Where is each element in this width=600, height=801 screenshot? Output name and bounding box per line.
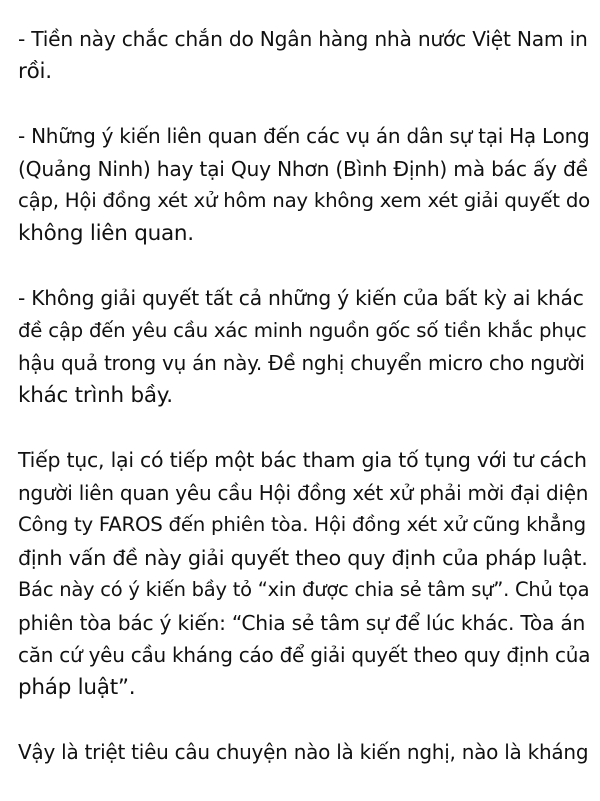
text-line: Vậy là triệt tiêu câu chuyện nào là kiến nghị, nào là kháng (18, 740, 589, 764)
text-line: pháp luật”. (18, 674, 136, 700)
text-line: người liên quan yêu cầu Hội đồng xét xử phải mời đại diện (18, 480, 589, 505)
text-line: cập, Hội đồng xét xử hôm nay không xem xét giải quyết do (18, 189, 590, 212)
post-text (18, 23, 590, 801)
text-line: - Những ý kiến liên quan đến các vụ án dân sự tại Hạ Long (18, 124, 590, 148)
text-line: định vấn đề này giải quyết theo quy định của pháp luật. (18, 545, 588, 570)
text-line: khác trình bầy. (18, 382, 173, 408)
text-line: - Không giải quyết tất cả những ý kiến của bất kỳ ai khác (18, 286, 584, 310)
text-line: căn cứ yêu cầu kháng cáo để giải quyết theo quy định của (18, 643, 591, 667)
text-line: hậu quả trong vụ án này. Đề nghị chuyển micro cho người (18, 351, 585, 375)
text-line: Tiếp tục, lại có tiếp một bác tham gia tố tụng với tư cách (18, 448, 587, 472)
text-line: rồi. (18, 58, 52, 84)
text-line: đề cập đến yêu cầu xác minh nguồn gốc số tiền khắc phục (18, 318, 587, 342)
text-line: - Tiền này chắc chắn do Ngân hàng nhà nước Việt Nam in (18, 27, 588, 51)
text-line: phiên tòa bác ý kiến: “Chia sẻ tâm sự để lúc khác. Tòa án (18, 610, 586, 635)
text-line: Bác này có ý kiến bầy tỏ “xin được chia sẻ tâm sự”. Chủ tọa (18, 578, 590, 601)
paragraph-4 (18, 444, 590, 704)
text-line: (Quảng Ninh) hay tại Quy Nhơn (Bình Định) mà bác ấy đề (18, 156, 588, 181)
paragraph-3 (18, 282, 590, 412)
paragraph-1 (18, 23, 590, 88)
paragraph-2 (18, 120, 590, 250)
paragraph-5 (18, 736, 590, 769)
text-line: không liên quan. (18, 220, 194, 246)
text-line: Công ty FAROS đến phiên tòa. Hội đồng xét xử cũng khẳng (18, 513, 586, 536)
